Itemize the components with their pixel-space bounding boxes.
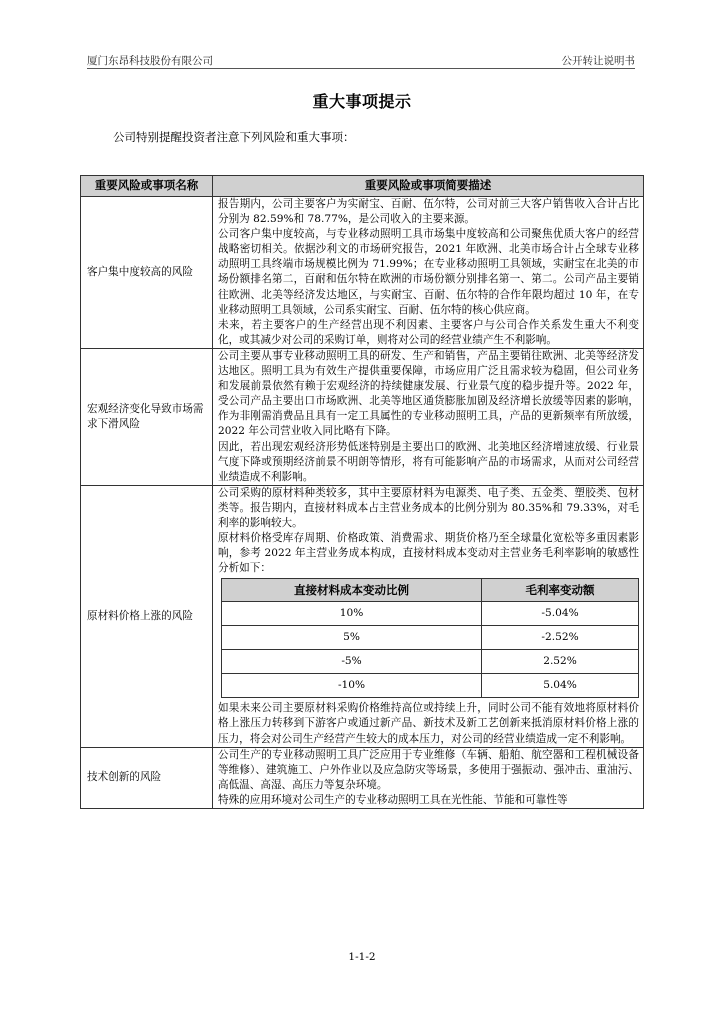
col-header-desc: 重要风险或事项简要描述 — [213, 176, 644, 197]
margin-change-cell: -5.04% — [482, 602, 639, 626]
page-number: 1-1-2 — [348, 951, 376, 963]
header-company: 厦门东昂科技股份有限公司 — [87, 55, 213, 67]
page-title: 重大事项提示 — [312, 92, 412, 111]
risk-paragraph: 报告期内，公司主要客户为实耐宝、百耐、伍尔特，公司对前三大客户销售收入合计占比分别为 82.59%和 78.77%，是公司收入的主要来源。 — [218, 198, 639, 226]
header-divider — [87, 68, 635, 69]
table-row — [81, 348, 644, 485]
table-row — [81, 197, 644, 349]
risk-paragraph: 公司主要从事专业移动照明工具的研发、生产和销售，产品主要销往欧洲、北美等经济发达地区。照明工具为有效生产提供重要保障，市场应用广泛且需求较为稳固，但公司业务和发展前景依然有赖于宏观经济的持续健康发展、行业景气度的稳步提升等。2022 年，受公司产品主要出口市场欧洲、北美等地区通货膨胀加剧及经济增长放缓等因素的影响，作为非刚需消费品且具有一定工具属性的专业移动照明工具，产品的更新频率有所放缓，2022 年公司营业收入同比略有下降。 — [218, 349, 639, 438]
sensitivity-header: 直接材料成本变动比例 — [222, 579, 482, 602]
risk-table-header — [81, 176, 644, 197]
sensitivity-row — [222, 650, 639, 674]
risk-paragraph: 公司生产的专业移动照明工具广泛应用于专业维修（车辆、船舶、航空器和工程机械设备等维修）、建筑施工、户外作业以及应急防灾等场景，多使用于强振动、强冲击、重油污、高低温、高湿、高压力等复杂环境。 — [218, 748, 639, 791]
risk-paragraph: 公司客户集中度较高，与专业移动照明工具市场集中度较高和公司聚焦优质大客户的经营战略密切相关。依据沙利文的市场研究报告，2021 年欧洲、北美市场合计占全球专业移动照明工具终端市场规模比例为 71.99%；在专业移动照明工具领域，实耐宝在北美的市场份额排名第二，百耐和伍尔特在欧洲的市场份额分别排名第一、第二。公司产品主要销往欧洲、北美等经济发达地区，与实耐宝、百耐、伍尔特的合作年限均超过 10 年，在专业移动照明工具领域，公司系实耐宝、百耐、伍尔特的核心供应商。 — [218, 228, 639, 316]
table-row — [81, 485, 644, 747]
header-doc-type: 公开转让说明书 — [561, 55, 635, 67]
sensitivity-row — [222, 674, 639, 698]
sensitivity-header: 毛利率变动额 — [482, 579, 639, 602]
margin-change-cell: -2.52% — [482, 626, 639, 650]
risk-paragraph: 原材料价格受库存周期、价格政策、消费需求、期货价格乃至全球量化宽松等多重因素影响，参考 2022 年主营业务成本构成，直接材料成本变动对主营业务毛利率影响的敏感性分析如下： — [218, 532, 639, 575]
sensitivity-row — [222, 602, 639, 626]
cost-change-cell: 5% — [222, 626, 482, 650]
risk-table — [80, 175, 644, 809]
risk-name: 原材料价格上涨的风险 — [81, 485, 213, 747]
risk-description — [213, 197, 644, 349]
risk-paragraph: 特殊的应用环境对公司生产的专业移动照明工具在光性能、节能和可靠性等 — [218, 793, 568, 806]
risk-name: 技术创新的风险 — [81, 747, 213, 808]
risk-paragraph: 如果未来公司主要原材料采购价格维持高位或持续上升，同时公司不能有效地将原材料价格上涨压力转移到下游客户或通过新产品、新技术及新工艺创新来抵消原材料价格上涨的压力，将会对公司生产经营产生较大的成本压力，对公司的经营业绩造成一定不利影响。 — [218, 702, 639, 745]
margin-change-cell: 5.04% — [482, 674, 639, 698]
margin-change-cell: 2.52% — [482, 650, 639, 674]
risk-description — [213, 485, 644, 747]
risk-description — [213, 747, 644, 808]
risk-paragraph: 因此，若出现宏观经济形势低迷特别是主要出口的欧洲、北美地区经济增速放缓、行业景气度下降或预期经济前景不明朗等情形，将有可能影响产品的市场需求，从而对公司经营业绩造成不利影响。 — [218, 440, 639, 483]
col-header-name: 重要风险或事项名称 — [81, 176, 213, 197]
cost-change-cell: -5% — [222, 650, 482, 674]
risk-name: 宏观经济变化导致市场需求下滑风险 — [81, 348, 213, 485]
cost-change-cell: -10% — [222, 674, 482, 698]
sensitivity-header-row — [222, 579, 639, 602]
cost-change-cell: 10% — [222, 602, 482, 626]
sensitivity-table — [221, 578, 639, 698]
risk-name: 客户集中度较高的风险 — [81, 197, 213, 349]
sensitivity-row — [222, 626, 639, 650]
risk-paragraph: 公司采购的原材料种类较多，其中主要原材料为电源类、电子类、五金类、塑胶类、包材类等。报告期内，直接材料成本占主营业务成本的比例分别为 80.35%和 79.33%，对毛利率的影响较大。 — [218, 486, 639, 529]
risk-paragraph: 未来，若主要客户的生产经营出现不利因素、主要客户与公司合作关系发生重大不利变化，或其减少对公司的采购订单，则将对公司的经营业绩产生不利影响。 — [218, 318, 639, 346]
table-row — [81, 747, 644, 808]
risk-description — [213, 348, 644, 485]
intro-text: 公司特别提醒投资者注意下列风险和重大事项： — [113, 130, 355, 144]
